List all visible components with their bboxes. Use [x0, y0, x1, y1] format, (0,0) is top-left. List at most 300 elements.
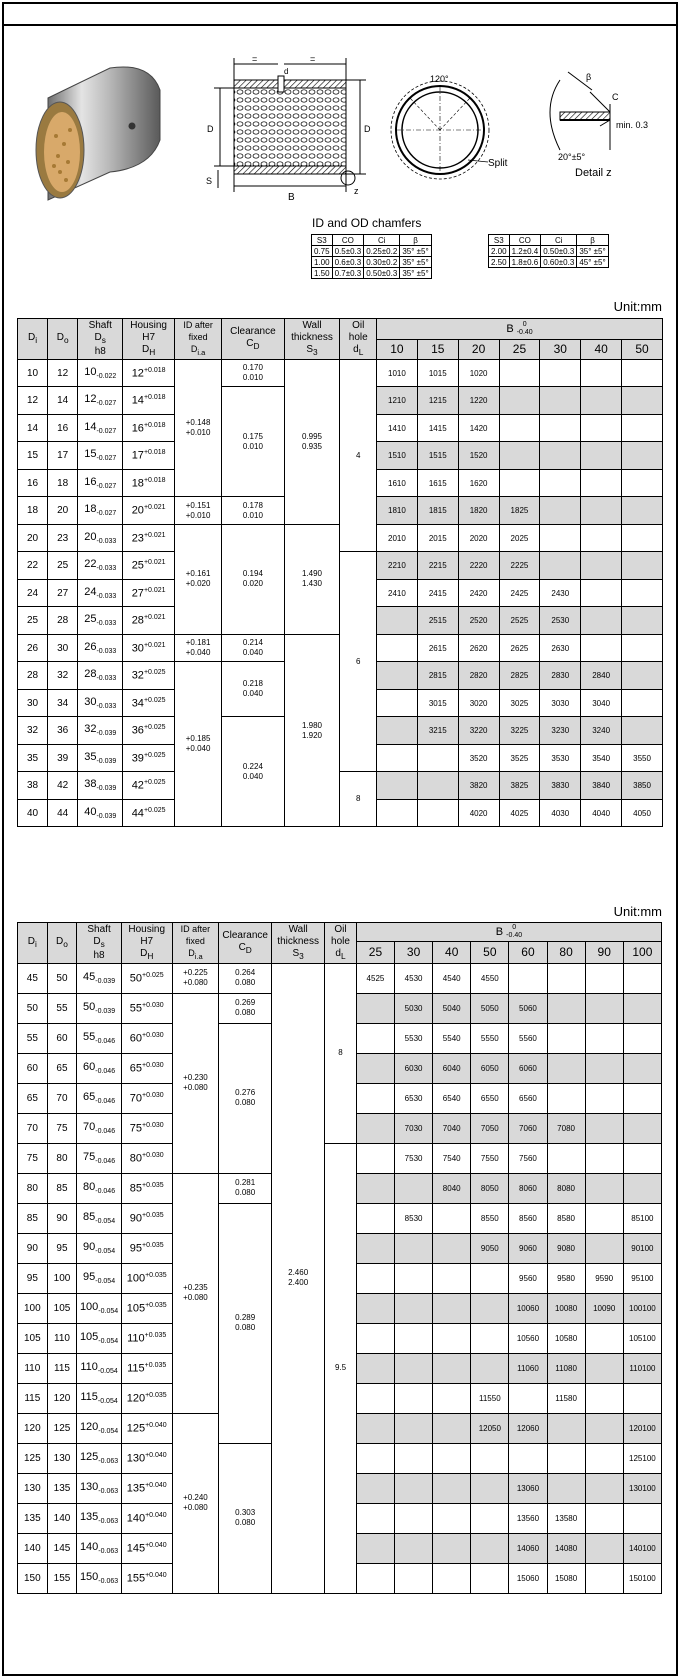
cell-shaft: $150_{-0.063}$ — [77, 1563, 121, 1593]
cell-b: 1415 — [417, 414, 458, 442]
header-b-col: 20 — [458, 339, 499, 359]
cell-clearance: 0.218 0.040 — [222, 662, 284, 717]
cell-id-after: +0.151 +0.010 — [174, 497, 221, 525]
cell-di: 80 — [18, 1173, 48, 1203]
cell-b: 3220 — [458, 717, 499, 745]
chamfer-cell: 0.50±0.3 — [364, 268, 400, 279]
cell-b: 2420 — [458, 579, 499, 607]
cell-shaft: $100_{-0.054}$ — [77, 1293, 121, 1323]
cell-di: 20 — [18, 524, 48, 552]
cell-di: 16 — [18, 469, 48, 497]
cell-b — [585, 1353, 623, 1383]
cell-b — [585, 1143, 623, 1173]
cell-b: 8550 — [471, 1203, 509, 1233]
table-row — [18, 552, 663, 580]
cell-b: 7540 — [433, 1143, 471, 1173]
cell-b: 3240 — [581, 717, 622, 745]
cell-b: 8040 — [433, 1173, 471, 1203]
cell-shaft: $95_{-0.054}$ — [77, 1263, 121, 1293]
cell-b — [377, 799, 418, 827]
cell-b — [433, 1503, 471, 1533]
cell-b: 2415 — [417, 579, 458, 607]
cell-wall: 2.460 2.400 — [272, 963, 325, 1593]
cell-b — [433, 1533, 471, 1563]
cell-b: 1615 — [417, 469, 458, 497]
cell-b: 5530 — [395, 1023, 433, 1053]
detail-label: Detail z — [575, 167, 612, 179]
cell-id-after: +0.240 +0.080 — [172, 1413, 219, 1593]
cell-b: 11060 — [509, 1353, 547, 1383]
cell-b: 7530 — [395, 1143, 433, 1173]
do-label: D — [364, 124, 371, 134]
cell-b — [540, 442, 581, 470]
cell-housing: $155^{+0.040}$ — [121, 1563, 172, 1593]
cell-b: 5550 — [471, 1023, 509, 1053]
cell-b — [547, 1083, 585, 1113]
cell-b — [395, 1533, 433, 1563]
cell-b: 4550 — [471, 963, 509, 993]
cell-di: 50 — [18, 993, 48, 1023]
header-b: B 0 -0.40 — [377, 319, 663, 340]
chamfer-cell: 1.00 — [312, 257, 333, 268]
cell-b: 6530 — [395, 1083, 433, 1113]
cell-housing: $140^{+0.040}$ — [121, 1503, 172, 1533]
cell-b — [499, 469, 540, 497]
cell-b — [585, 1563, 623, 1593]
cell-b: 2210 — [377, 552, 418, 580]
cell-clearance: 0.303 0.080 — [219, 1443, 272, 1593]
b-label: B — [288, 192, 295, 203]
cell-b — [622, 497, 663, 525]
chamfer-header-row — [489, 235, 609, 246]
cell-b: 3850 — [622, 772, 663, 800]
cell-b: 15080 — [547, 1563, 585, 1593]
cell-b: 4050 — [622, 799, 663, 827]
cell-b: 6050 — [471, 1053, 509, 1083]
cell-b: 8050 — [471, 1173, 509, 1203]
cell-b: 1010 — [377, 359, 418, 387]
cell-b: 9590 — [585, 1263, 623, 1293]
chamfer-cell: 35° ±5° — [400, 268, 431, 279]
cell-b: 13580 — [547, 1503, 585, 1533]
cell-b: 8530 — [395, 1203, 433, 1233]
cell-b: 6540 — [433, 1083, 471, 1113]
cell-b: 2215 — [417, 552, 458, 580]
cell-housing: $32^{+0.025}$ — [123, 662, 175, 690]
header-b-col: 30 — [395, 941, 433, 963]
cell-do: 135 — [47, 1473, 77, 1503]
cell-clearance: 0.178 0.010 — [222, 497, 284, 525]
chamfer-header: S3 — [489, 235, 510, 246]
cell-b — [471, 1533, 509, 1563]
cell-do: 95 — [47, 1233, 77, 1263]
cell-shaft: $135_{-0.063}$ — [77, 1503, 121, 1533]
cell-b — [547, 1053, 585, 1083]
chamfer-cell: 0.50±0.3 — [541, 246, 577, 257]
cell-di: 28 — [18, 662, 48, 690]
cell-b — [356, 1533, 394, 1563]
cell-b — [356, 1083, 394, 1113]
cell-b — [622, 662, 663, 690]
unit-label-2: Unit:mm — [613, 904, 662, 919]
cell-b: 1410 — [377, 414, 418, 442]
cell-b — [581, 634, 622, 662]
cell-b: 2425 — [499, 579, 540, 607]
cell-b — [585, 1113, 623, 1143]
cell-housing: $12^{+0.018}$ — [123, 359, 175, 387]
cell-b — [623, 1173, 661, 1203]
cell-b — [356, 993, 394, 1023]
cell-b — [433, 1233, 471, 1263]
cell-b: 140100 — [623, 1533, 661, 1563]
cell-shaft: $26_{-0.033}$ — [78, 634, 123, 662]
header-shaft: Shaft $D_s$ h8 — [78, 319, 123, 360]
cell-b: 7030 — [395, 1113, 433, 1143]
cell-housing: $55^{+0.030}$ — [121, 993, 172, 1023]
cell-b: 13560 — [509, 1503, 547, 1533]
chamfer-header: β — [577, 235, 608, 246]
cell-b — [433, 1293, 471, 1323]
header-b-col: 60 — [509, 941, 547, 963]
cell-shaft: $45_{-0.039}$ — [77, 963, 121, 993]
cell-shaft: $55_{-0.046}$ — [77, 1023, 121, 1053]
cell-b — [585, 993, 623, 1023]
cell-b — [499, 414, 540, 442]
cell-housing: $75^{+0.030}$ — [121, 1113, 172, 1143]
cell-b — [395, 1323, 433, 1353]
cell-housing: $20^{+0.021}$ — [123, 497, 175, 525]
header-row — [18, 923, 662, 942]
cell-housing: $50^{+0.025}$ — [121, 963, 172, 993]
cell-b: 2430 — [540, 579, 581, 607]
cell-b: 5560 — [509, 1023, 547, 1053]
bushing-drawings — [20, 40, 670, 220]
chamfer-table-right — [488, 234, 609, 268]
cell-b — [356, 1233, 394, 1263]
cell-di: 65 — [18, 1083, 48, 1113]
cell-b — [581, 552, 622, 580]
cell-do: 27 — [48, 579, 78, 607]
cell-di: 120 — [18, 1413, 48, 1443]
cell-b — [395, 1503, 433, 1533]
cell-shaft: $75_{-0.046}$ — [77, 1143, 121, 1173]
chamfer-header-row — [312, 235, 432, 246]
cell-b — [433, 1353, 471, 1383]
cell-shaft: $50_{-0.039}$ — [77, 993, 121, 1023]
cell-b: 110100 — [623, 1353, 661, 1383]
chamfer-cell: 0.30±0.2 — [364, 257, 400, 268]
cell-do: 30 — [48, 634, 78, 662]
cell-b — [622, 359, 663, 387]
cell-b: 2015 — [417, 524, 458, 552]
cell-b: 11550 — [471, 1383, 509, 1413]
header-b-col: 50 — [622, 339, 663, 359]
cell-b: 7050 — [471, 1113, 509, 1143]
cell-di: 125 — [18, 1443, 48, 1473]
cell-shaft: $24_{-0.033}$ — [78, 579, 123, 607]
cell-b: 2840 — [581, 662, 622, 690]
chamfer-cell: 0.25±0.2 — [364, 246, 400, 257]
di-label: D — [207, 124, 214, 134]
cell-b: 7560 — [509, 1143, 547, 1173]
cell-b: 2220 — [458, 552, 499, 580]
cell-shaft: $60_{-0.046}$ — [77, 1053, 121, 1083]
header-b: B 0 -0.40 — [356, 923, 661, 942]
cell-do: 12 — [48, 359, 78, 387]
cell-b: 2525 — [499, 607, 540, 635]
cell-b: 7060 — [509, 1113, 547, 1143]
cell-b — [547, 1473, 585, 1503]
cell-b: 4540 — [433, 963, 471, 993]
cell-b — [622, 552, 663, 580]
header-shaft: Shaft $D_s$ h8 — [77, 923, 121, 964]
cell-housing: $42^{+0.025}$ — [123, 772, 175, 800]
cell-housing: $85^{+0.035}$ — [121, 1173, 172, 1203]
cell-b: 6550 — [471, 1083, 509, 1113]
cell-b — [377, 744, 418, 772]
cell-di: 40 — [18, 799, 48, 827]
cell-shaft: $16_{-0.027}$ — [78, 469, 123, 497]
ring-view — [391, 81, 489, 179]
chamfer-cell: 45° ±5° — [577, 257, 608, 268]
cell-di: 130 — [18, 1473, 48, 1503]
cell-b — [356, 1293, 394, 1323]
cell-housing: $30^{+0.021}$ — [123, 634, 175, 662]
cell-b — [356, 1143, 394, 1173]
cell-oil: 9.5 — [325, 1143, 357, 1593]
cell-b: 2515 — [417, 607, 458, 635]
cell-b: 4030 — [540, 799, 581, 827]
header-b-col: 30 — [540, 339, 581, 359]
cell-shaft: $28_{-0.033}$ — [78, 662, 123, 690]
cell-b — [356, 1173, 394, 1203]
cell-id-after: +0.225 +0.080 — [172, 963, 219, 993]
cell-b: 1825 — [499, 497, 540, 525]
cell-housing: $110^{+0.035}$ — [121, 1323, 172, 1353]
cell-oil: 8 — [340, 772, 377, 827]
header-do: $D_o$ — [47, 923, 77, 964]
cell-b: 3550 — [622, 744, 663, 772]
cell-di: 70 — [18, 1113, 48, 1143]
cell-b: 1610 — [377, 469, 418, 497]
cell-shaft: $65_{-0.046}$ — [77, 1083, 121, 1113]
cell-b — [585, 1323, 623, 1353]
cell-b — [585, 1173, 623, 1203]
cell-do: 55 — [47, 993, 77, 1023]
cell-b: 10060 — [509, 1293, 547, 1323]
cell-di: 135 — [18, 1503, 48, 1533]
cell-housing: $90^{+0.035}$ — [121, 1203, 172, 1233]
cell-clearance: 0.214 0.040 — [222, 634, 284, 662]
header-clearance: Clearance $C_D$ — [219, 923, 272, 964]
cell-b: 2820 — [458, 662, 499, 690]
cell-b — [395, 1383, 433, 1413]
cell-b: 7550 — [471, 1143, 509, 1173]
chamfer-cell: 35° ±5° — [577, 246, 608, 257]
cell-shaft: $105_{-0.054}$ — [77, 1323, 121, 1353]
cell-b — [356, 1023, 394, 1053]
cell-clearance: 0.175 0.010 — [222, 387, 284, 497]
cell-b — [395, 1263, 433, 1293]
cell-b — [395, 1413, 433, 1443]
chamfer-row — [312, 257, 432, 268]
cell-shaft: $130_{-0.063}$ — [77, 1473, 121, 1503]
chamfer-cell: 1.50 — [312, 268, 333, 279]
chamfer-cell: 0.60±0.3 — [541, 257, 577, 268]
cell-b — [581, 414, 622, 442]
cell-b — [471, 1353, 509, 1383]
header-b-col: 10 — [377, 339, 418, 359]
cell-di: 100 — [18, 1293, 48, 1323]
cell-b: 4040 — [581, 799, 622, 827]
cell-b — [377, 689, 418, 717]
cell-do: 100 — [47, 1263, 77, 1293]
cell-b: 1820 — [458, 497, 499, 525]
cell-shaft: $10_{-0.022}$ — [78, 359, 123, 387]
chamfer-row — [489, 246, 609, 257]
cell-b: 4020 — [458, 799, 499, 827]
cell-b: 150100 — [623, 1563, 661, 1593]
cell-shaft: $38_{-0.039}$ — [78, 772, 123, 800]
cell-do: 130 — [47, 1443, 77, 1473]
cell-di: 25 — [18, 607, 48, 635]
cell-di: 14 — [18, 414, 48, 442]
header-b-col: 50 — [471, 941, 509, 963]
cell-b: 90100 — [623, 1233, 661, 1263]
cell-oil: 8 — [325, 963, 357, 1143]
cell-b: 3830 — [540, 772, 581, 800]
chamfer-cell: 1.8±0.6 — [509, 257, 541, 268]
cell-b — [395, 1233, 433, 1263]
cell-housing: $105^{+0.035}$ — [121, 1293, 172, 1323]
cell-b: 6040 — [433, 1053, 471, 1083]
cell-b: 3525 — [499, 744, 540, 772]
cell-b: 4525 — [356, 963, 394, 993]
unit-label-1: Unit:mm — [613, 299, 662, 314]
cell-di: 15 — [18, 442, 48, 470]
header-b-col: 25 — [356, 941, 394, 963]
cell-b — [585, 1083, 623, 1113]
chamfer-cell: 0.5±0.3 — [332, 246, 364, 257]
cell-do: 140 — [47, 1503, 77, 1533]
cell-housing: $80^{+0.030}$ — [121, 1143, 172, 1173]
cell-do: 145 — [47, 1533, 77, 1563]
cell-do: 80 — [47, 1143, 77, 1173]
cell-b: 1020 — [458, 359, 499, 387]
cell-b: 3040 — [581, 689, 622, 717]
cell-b — [581, 524, 622, 552]
cell-do: 16 — [48, 414, 78, 442]
cell-housing: $60^{+0.030}$ — [121, 1023, 172, 1053]
cell-b: 7080 — [547, 1113, 585, 1143]
cell-b — [540, 524, 581, 552]
header-wall: Wall thickness $S_3$ — [284, 319, 340, 360]
cell-do: 70 — [47, 1083, 77, 1113]
cell-b: 8580 — [547, 1203, 585, 1233]
cell-b — [622, 387, 663, 415]
cell-di: 85 — [18, 1203, 48, 1233]
cell-b — [623, 963, 661, 993]
chamfer-cell: 1.2±0.4 — [509, 246, 541, 257]
cell-b: 10560 — [509, 1323, 547, 1353]
chamfer-row — [489, 257, 609, 268]
cell-b — [623, 993, 661, 1023]
header-b-col: 25 — [499, 339, 540, 359]
beta-label: β — [586, 72, 592, 82]
cell-b — [471, 1563, 509, 1593]
cell-b — [585, 963, 623, 993]
cell-shaft: $35_{-0.039}$ — [78, 744, 123, 772]
cell-b: 15060 — [509, 1563, 547, 1593]
cell-b — [540, 552, 581, 580]
cell-b: 1015 — [417, 359, 458, 387]
cell-shaft: $120_{-0.054}$ — [77, 1413, 121, 1443]
cell-b: 5540 — [433, 1023, 471, 1053]
cell-housing: $39^{+0.025}$ — [123, 744, 175, 772]
cell-b — [471, 1263, 509, 1293]
cell-b: 85100 — [623, 1203, 661, 1233]
cell-b: 2025 — [499, 524, 540, 552]
cell-b — [622, 524, 663, 552]
cell-shaft: $90_{-0.054}$ — [77, 1233, 121, 1263]
cell-di: 38 — [18, 772, 48, 800]
cell-id-after: +0.230 +0.080 — [172, 993, 219, 1173]
cell-b — [356, 1113, 394, 1143]
cell-b: 4025 — [499, 799, 540, 827]
cell-b — [581, 442, 622, 470]
cell-housing: $70^{+0.030}$ — [121, 1083, 172, 1113]
cell-b — [547, 1443, 585, 1473]
cell-b: 11580 — [547, 1383, 585, 1413]
cell-b — [581, 387, 622, 415]
cell-di: 115 — [18, 1383, 48, 1413]
header-clearance: Clearance $C_D$ — [222, 319, 284, 360]
cell-b — [395, 1563, 433, 1593]
cell-b — [623, 1383, 661, 1413]
spec-table-1 — [17, 318, 663, 827]
cell-housing: $25^{+0.021}$ — [123, 552, 175, 580]
cell-wall: 0.995 0.935 — [284, 359, 340, 524]
cell-b — [395, 1353, 433, 1383]
chamfer-row — [312, 268, 432, 279]
cell-b — [623, 1023, 661, 1053]
cell-b: 6030 — [395, 1053, 433, 1083]
cell-do: 34 — [48, 689, 78, 717]
cell-b: 8060 — [509, 1173, 547, 1203]
dl-label: d — [284, 67, 289, 76]
cell-b: 120100 — [623, 1413, 661, 1443]
header-di: $D_i$ — [18, 319, 48, 360]
cell-b — [623, 1053, 661, 1083]
cell-b — [585, 1443, 623, 1473]
cell-do: 60 — [47, 1023, 77, 1053]
cell-shaft: $14_{-0.027}$ — [78, 414, 123, 442]
chamfer-header: CO — [332, 235, 364, 246]
cell-b: 12060 — [509, 1413, 547, 1443]
cell-b: 13060 — [509, 1473, 547, 1503]
cell-id-after: +0.148 +0.010 — [174, 359, 221, 497]
cell-b: 2530 — [540, 607, 581, 635]
cell-do: 18 — [48, 469, 78, 497]
cell-b: 2020 — [458, 524, 499, 552]
cell-id-after: +0.161 +0.020 — [174, 524, 221, 634]
cell-b: 14080 — [547, 1533, 585, 1563]
cell-di: 55 — [18, 1023, 48, 1053]
cell-b: 2410 — [377, 579, 418, 607]
chamfer-cell: 2.50 — [489, 257, 510, 268]
cell-b — [585, 1233, 623, 1263]
cell-di: 26 — [18, 634, 48, 662]
